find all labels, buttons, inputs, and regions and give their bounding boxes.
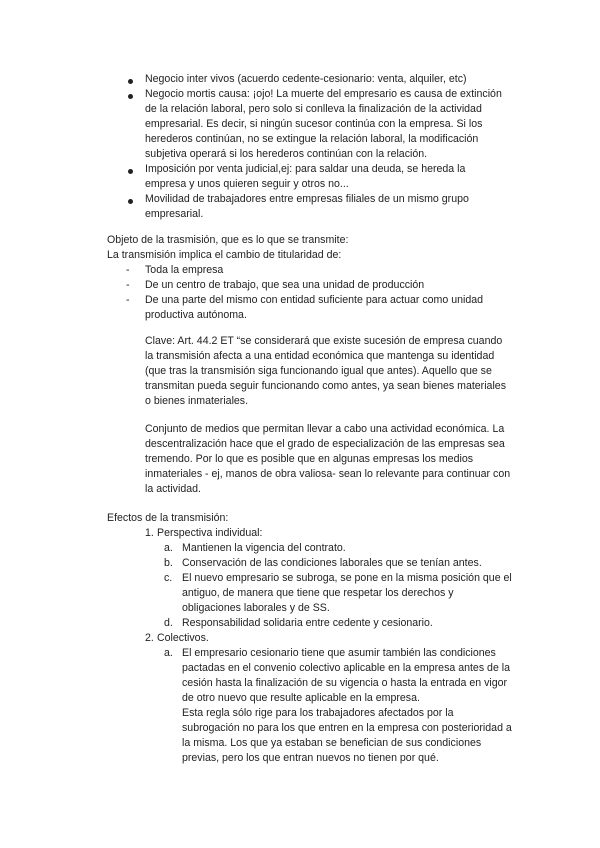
dash-icon: - <box>126 264 130 276</box>
text-line: Mantienen la vigencia del contrato. <box>182 542 346 554</box>
text-line: Negocio mortis causa: ¡ojo! La muerte del empresario es causa de extinción <box>145 88 502 100</box>
bullet-icon <box>128 199 133 204</box>
list-marker: 1. <box>145 527 154 539</box>
bullet-icon <box>128 94 133 99</box>
text-line: empresa y unos quieren seguir y otros no... <box>145 178 349 190</box>
text-line: empresarial. Es decir, si ningún sucesor continúa con la empresa. Si los <box>145 118 483 130</box>
text-line: o bienes inmateriales. <box>145 395 249 407</box>
text-line: tremendo. Por lo que es posible que en algunas empresas los medios <box>145 453 474 465</box>
dash-icon: - <box>126 294 130 306</box>
text-line: Responsabilidad solidaria entre cedente y cesionario. <box>182 617 433 629</box>
text-line: de otro nuevo que resulte aplicable en la empresa. <box>182 692 420 704</box>
bullet-icon <box>128 169 133 174</box>
text-line: Negocio inter vivos (acuerdo cedente-cesionario: venta, alquiler, etc) <box>145 73 467 85</box>
text-line: de la relación laboral, pero solo si conlleva la finalización de la actividad <box>145 103 482 115</box>
text-line: El nuevo empresario se subroga, se pone en la misma posición que el <box>182 572 512 584</box>
list-marker: c. <box>164 572 173 584</box>
text-line: transmitan pueda seguir funcionando como antes, ya sean bienes materiales <box>145 380 506 392</box>
text-line: Perspectiva individual: <box>157 527 263 539</box>
text-line: antiguo, de manera que tiene que respetar los derechos y <box>182 587 454 599</box>
section-heading-efectos: Efectos de la transmisión: <box>107 512 229 524</box>
text-line: subrogación no para los que entren en la empresa con posterioridad a <box>182 722 512 734</box>
list-marker: a. <box>164 542 173 554</box>
bullet-icon <box>128 79 133 84</box>
text-line: descentralización hace que el grado de especialización de las empresas sea <box>145 438 505 450</box>
text-line: El empresario cesionario tiene que asumir también las condiciones <box>182 647 496 659</box>
text-line: Clave: Art. 44.2 ET “se considerará que existe sucesión de empresa cuando <box>145 335 503 347</box>
text-line: productiva autónoma. <box>145 309 247 321</box>
text-line: inmateriales - ej, manos de obra valiosa- sean lo relevante para continuar con <box>145 468 511 480</box>
dash-icon: - <box>126 279 130 291</box>
text-line: De una parte del mismo con entidad suficiente para actuar como unidad <box>145 294 484 306</box>
text-line: Imposición por venta judicial,ej: para saldar una deuda, se hereda la <box>145 163 466 175</box>
text-line: la misma. Los que ya estaban se benefician de sus condiciones <box>182 737 482 749</box>
text-line: la actividad. <box>145 483 201 495</box>
section-heading-objeto: Objeto de la trasmisión, que es lo que se transmite: <box>107 234 349 246</box>
text-line: subjetiva operará si los herederos continúan con la relación. <box>145 148 428 160</box>
text-line: obligaciones laborales y de SS. <box>182 602 330 614</box>
text-line: pactadas en el convenio colectivo aplicable en la empresa antes de la <box>182 662 511 674</box>
text-line: Colectivos. <box>157 632 209 644</box>
text-line: Movilidad de trabajadores entre empresas filiales de un mismo grupo <box>145 193 469 205</box>
list-marker: a. <box>164 647 173 659</box>
text-line: Esta regla sólo rige para los trabajadores afectados por la <box>182 707 454 719</box>
list-marker: b. <box>164 557 173 569</box>
list-marker: d. <box>164 617 173 629</box>
text-line: De un centro de trabajo, que sea una unidad de producción <box>145 279 425 291</box>
text-line: Conservación de las condiciones laborales que se tenían antes. <box>182 557 482 569</box>
text-line: la transmisión afecta a una entidad económica que mantenga su identidad <box>145 350 495 362</box>
text-line: empresarial. <box>145 208 204 220</box>
text-line: previas, pero los que entran nuevos no tienen por qué. <box>182 752 439 764</box>
text-line: herederos continúan, no se extingue la relación laboral, la modificación <box>145 133 479 145</box>
objeto-intro: La transmisión implica el cambio de titularidad de: <box>107 249 342 261</box>
text-line: (que tras la transmisión siga funcionando igual que antes). Aquello que se <box>145 365 492 377</box>
text-line: cesión hasta la finalización de su vigencia o hasta la entrada en vigor <box>182 677 508 689</box>
list-marker: 2. <box>145 632 154 644</box>
text-line: Conjunto de medios que permitan llevar a cabo una actividad económica. La <box>145 423 505 435</box>
text-line: Toda la empresa <box>145 264 224 276</box>
